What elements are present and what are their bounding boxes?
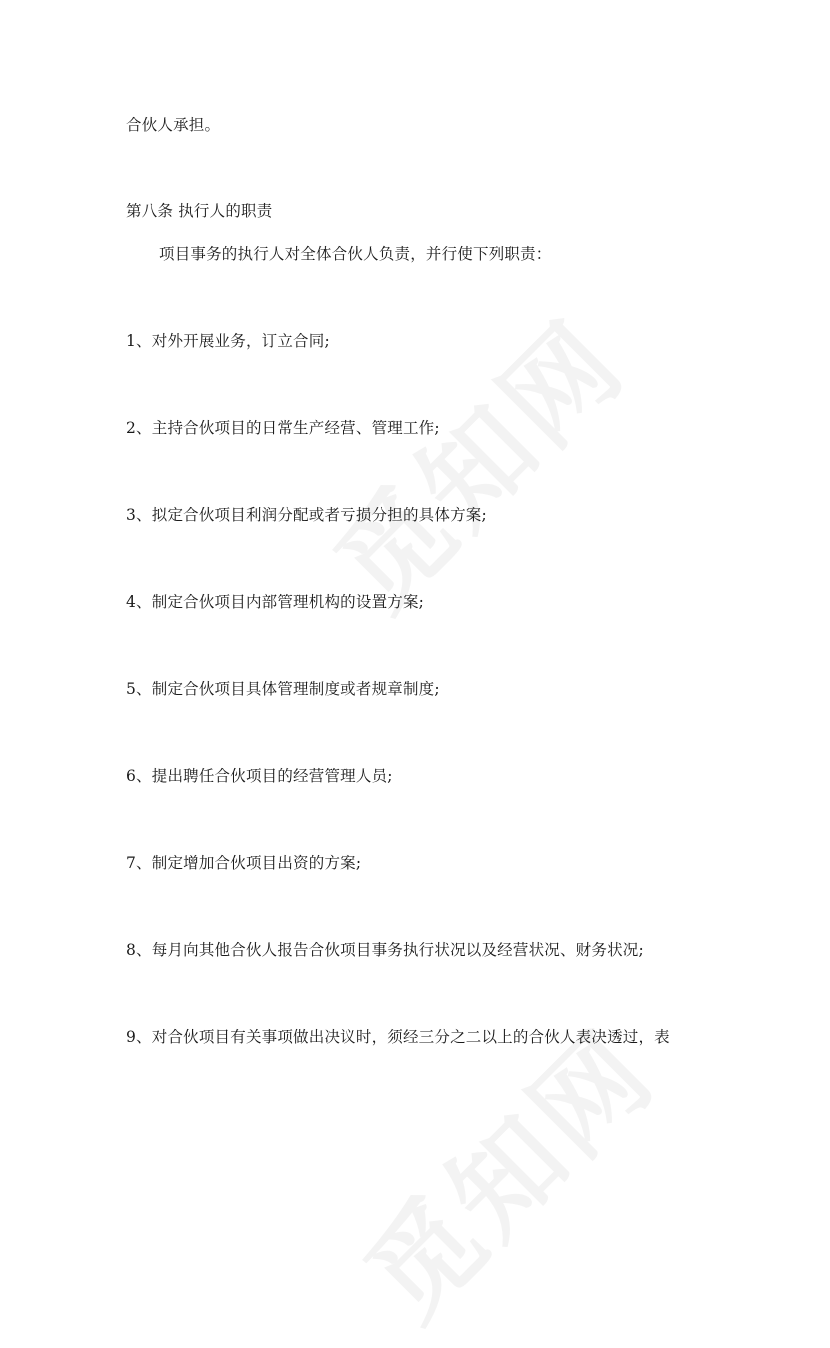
list-item: 5、制定合伙项目具体管理制度或者规章制度; (126, 680, 440, 698)
section-heading: 第八条 执行人的职责 (126, 202, 273, 220)
paragraph-text: 合伙人承担。 (126, 116, 221, 134)
list-item: 8、每月向其他合伙人报告合伙项目事务执行状况以及经营状况、财务状况; (126, 941, 644, 959)
paragraph-text: 项目事务的执行人对全体合伙人负责，并行使下列职责： (159, 245, 552, 263)
list-item: 2、主持合伙项目的日常生产经营、管理工作; (126, 419, 440, 437)
list-item: 6、提出聘任合伙项目的经营管理人员; (126, 767, 393, 785)
list-item: 7、制定增加合伙项目出资的方案; (126, 854, 362, 872)
list-item: 4、制定合伙项目内部管理机构的设置方案; (126, 593, 425, 611)
watermark (295, 280, 653, 638)
list-item: 9、对合伙项目有关事项做出决议时，须经三分之二以上的合伙人表决透过，表 (126, 1028, 670, 1046)
list-item: 1、对外开展业务，订立合同; (126, 332, 330, 350)
list-item: 3、拟定合伙项目利润分配或者亏损分担的具体方案; (126, 506, 487, 524)
